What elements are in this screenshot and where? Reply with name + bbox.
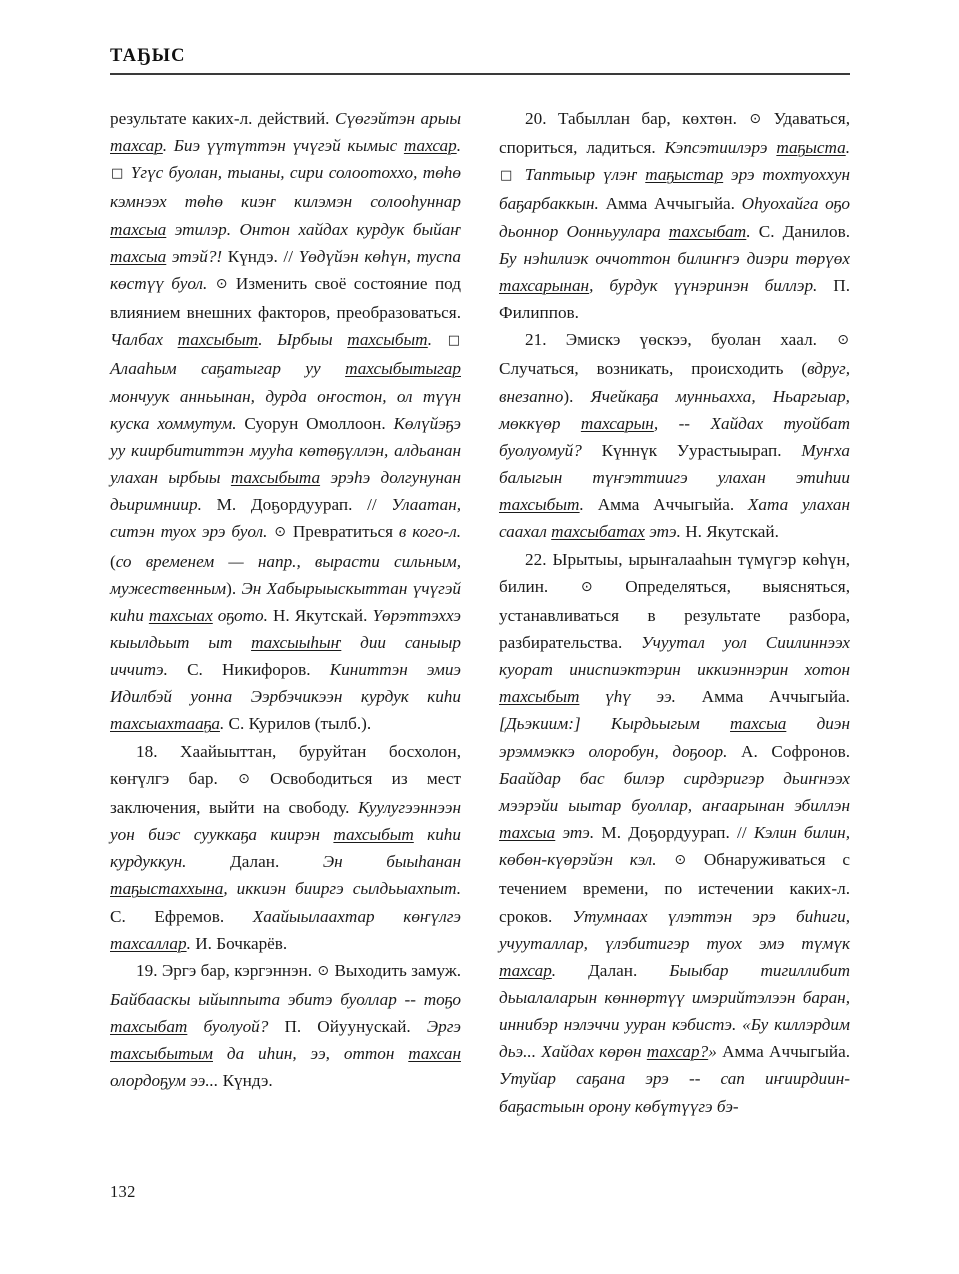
- text-run: Бу нэһилиэк оччоттон билиҥҥэ диэри төрүөх: [499, 248, 850, 268]
- running-head-rule: [110, 73, 850, 75]
- text-run: результате каких-л. действий.: [110, 109, 335, 128]
- text-run: [Дьэкиим:] Кырдьыгым: [499, 714, 731, 734]
- text-run: Н. Якутскай.: [685, 522, 779, 542]
- text-run: 22. Ырытыы, ырыҥалааһын түмүгэр көһүн, билин.: [499, 549, 850, 596]
- text-run: Муҥха балыгын түҥэттиигэ улахан этиһии: [499, 440, 850, 488]
- text-run: Определяться, выясняться, устанавливаться в результате разбора, разбирательства.: [499, 576, 850, 652]
- text-run: С. Данилов.: [758, 221, 851, 241]
- sense-paragraph: [499, 326, 850, 545]
- text-run: .: [427, 330, 447, 350]
- text-run: этилэр. Онтон хайдах курдук быйаҥ: [166, 219, 461, 239]
- headword-form: тахсарын: [580, 413, 654, 433]
- text-run: Амма Аччыгыйа.: [597, 495, 748, 515]
- text-run: Учуутал уол Сиилиннээх куорат иниспиэктэрин иккиэннэрин хотон: [499, 632, 850, 680]
- text-run: со временем — напр., вырасти сильным, мужественным: [110, 551, 461, 598]
- text-run: . Биэ үүтүттэн үчүгэй кымыс: [162, 136, 404, 156]
- text-run: Үөрэттэххэ кыылдьыт ыт: [110, 605, 462, 652]
- text-run: Случаться, возникать, происходить (: [499, 359, 808, 379]
- headword-form: тахсыа: [110, 246, 167, 266]
- headword-form: тахсыбыт: [499, 495, 580, 515]
- text-run: Оһуохайга оҕо дьоннор Оонньуулара: [499, 194, 850, 241]
- text-run: .: [746, 221, 759, 241]
- left-column: [110, 105, 461, 1165]
- example-marker-icon: □: [111, 166, 125, 182]
- text-run: Күннүк Уурастыырап.: [601, 440, 802, 460]
- text-run: Байбааскы ыйыппыта эбитэ буоллар -- тоҕо: [110, 990, 461, 1009]
- text-run: 19. Эргэ бар, кэргэннэн.: [136, 960, 317, 980]
- headword-form: тахсыа: [110, 219, 167, 239]
- text-run: 21. Эмискэ үөскээ, буолан хаал.: [525, 330, 837, 350]
- text-run: Выходить замуж.: [330, 960, 461, 980]
- text-run: .: [845, 138, 850, 158]
- text-run: Чалбах: [110, 330, 178, 350]
- text-run: И. Бочкарёв.: [195, 933, 288, 953]
- running-head-title: ТАҔЫС: [110, 46, 186, 66]
- text-run: , -- Хайдах туойбат буолуомуй?: [499, 413, 850, 460]
- headword-form: тахсыбытым: [110, 1044, 213, 1064]
- text-run: П. Ойуунускай.: [284, 1017, 427, 1037]
- text-run: Хаайыылаахтар көҥүлгэ: [252, 906, 461, 926]
- headword-form: тахсыбытыгар: [345, 359, 461, 379]
- headword-form: тахсыбыт: [347, 330, 428, 350]
- text-run: эрэһэ долгунунан дьиримниир.: [110, 468, 461, 515]
- text-run: Күндэ. //: [227, 246, 299, 266]
- text-run: киһи курдуккун.: [110, 825, 461, 872]
- headword-form: тахсарынан: [499, 275, 590, 295]
- text-run: Улаатан, ситэн туох эрэ буол.: [110, 495, 462, 542]
- text-run: Ячейкаҕа мунньахха, Ньаргыар, мөккүөр: [499, 386, 850, 433]
- text-run: үһү ээ.: [579, 687, 702, 707]
- text-run: вдруг, внезапно: [499, 359, 850, 406]
- headword-form: тахсан: [408, 1044, 461, 1064]
- text-run: Обнаруживаться с течением времени, по истечении каких-л. сроков.: [499, 850, 850, 926]
- headword-form: таҕыстар: [645, 165, 724, 185]
- text-run: М. Доҕордуурап. //: [216, 495, 392, 515]
- text-run: .: [456, 136, 461, 156]
- text-run: »: [708, 1042, 723, 1062]
- sense-marker-icon: ⊙: [749, 111, 762, 127]
- text-run: мончуук анньынан, дурда оҥостон, ол түүн куска хоммутум.: [110, 386, 461, 433]
- headword-form: тахсыыһыҥ: [251, 632, 342, 652]
- text-run: Далан.: [588, 960, 670, 980]
- text-run: Таптыыр үлэҥ: [516, 165, 646, 185]
- text-run: Куулугээннээн уон биэс сууккаҕа киирэн: [110, 797, 461, 845]
- text-run: этэ.: [644, 522, 686, 542]
- text-run: Сүөгэйтэн арыы: [334, 109, 461, 128]
- text-run: этэй?!: [166, 246, 228, 266]
- text-run: Удаваться, спориться, ладиться.: [499, 109, 850, 158]
- headword-form: тахсар?: [646, 1042, 709, 1062]
- text-run: Утумнаах үлэттэн эрэ биһиги, учууталлар, үлэбитигэр туох эмэ түмүк: [499, 906, 850, 953]
- text-run: Алааһым саҕатыгар уу: [110, 359, 346, 379]
- example-marker-icon: □: [500, 168, 516, 184]
- text-run: ).: [563, 386, 591, 406]
- headword-form: тахсыа: [730, 714, 787, 734]
- text-run: А. Софронов.: [741, 741, 850, 761]
- text-run: буолуой?: [187, 1017, 285, 1037]
- text-run: Утуйар саҕана эрэ -- сап иҥиирдиин-баҕастыын орону көбүтүүгэ бэ-: [499, 1069, 850, 1116]
- text-run: Эн быыһанан: [322, 852, 461, 872]
- text-run: М. Доҕордуурап. //: [601, 823, 754, 843]
- headword-form: тахсар: [499, 960, 552, 980]
- sense-marker-icon: ⊙: [317, 962, 330, 979]
- text-run: Эн Хабырыыскыттан үчүгэй киһи: [110, 578, 461, 625]
- headword-form: тахсыбат: [668, 221, 747, 241]
- text-run: Эргэ: [426, 1017, 461, 1037]
- continuation-paragraph: [110, 105, 461, 738]
- text-run: , бурдук үүнэринэн биллэр.: [589, 275, 834, 295]
- text-run: Быыбар тигиллибит дьыалаларын көннөртүү имэрийтэлээн баран, иннибэр нэлэччи ууран кэбистэ. «Бу киллэрдим дьэ... Хайдах көрөн: [499, 960, 850, 1062]
- text-run: П. Филиппов.: [499, 275, 850, 323]
- text-run: .: [186, 933, 196, 953]
- text-run: С. Ефремов.: [110, 906, 253, 926]
- text-run: Хата улахан саахал: [499, 495, 851, 542]
- text-run: диэн эрэммэккэ олоробун, доҕоор.: [499, 714, 850, 761]
- headword-form: таҕыстаххына: [110, 879, 224, 899]
- page-number: 132: [110, 1182, 136, 1201]
- text-run: .: [219, 714, 229, 734]
- sense-paragraph: [499, 105, 850, 326]
- text-run: оҕото.: [212, 605, 273, 625]
- text-run: Амма Аччыгыйа.: [701, 687, 850, 707]
- text-run: Киниттэн эмиэ Идилбэй уонна Ээрбэчикээн курдук киһи: [110, 660, 461, 707]
- text-run: Н. Якутскай.: [272, 605, 373, 625]
- text-run: этэ.: [555, 823, 602, 843]
- text-run: 20. Табыллан бар, көхтөн.: [525, 109, 749, 128]
- text-run: Изменить своё состояние под влиянием внешних факторов, преобразоваться.: [110, 273, 461, 323]
- text-run: Амма Аччыгыйа.: [605, 194, 742, 214]
- sense-paragraph: [499, 546, 850, 1120]
- headword-form: тахсыбыт: [499, 687, 580, 707]
- text-run: дии саныыр иччитэ.: [110, 632, 462, 680]
- headword-form: тахсыбыт: [177, 330, 259, 350]
- headword-form: тахсыахтааҕа: [110, 714, 220, 734]
- text-run: Кэпсэтиилэрэ: [664, 138, 777, 158]
- text-run: Превратиться: [286, 522, 399, 542]
- text-run: Күндэ.: [222, 1071, 273, 1091]
- headword-form: тахсаллар: [110, 933, 187, 953]
- headword-form: тахсыбат: [110, 1017, 188, 1037]
- text-run: Баайдар бас билэр сирдэригэр дьиҥнээх мээрэйи ыытар буоллар, аҥаарынан эбиллэн: [499, 768, 850, 815]
- text-run: Кэлин билин, көбөн-күөрэйэн кэл.: [499, 823, 851, 870]
- headword-form: тахсыах: [148, 605, 213, 625]
- example-marker-icon: □: [447, 333, 460, 349]
- headword-form: таҕыста: [776, 138, 846, 158]
- text-run: в кого-л.: [398, 522, 461, 542]
- headword-form: тахсыа: [499, 823, 556, 843]
- text-run: олордоҕум ээ...: [110, 1071, 223, 1091]
- running-head: [110, 46, 850, 75]
- text-run: .: [579, 495, 598, 515]
- body-columns: [110, 105, 850, 1165]
- text-run: Далан.: [230, 852, 323, 872]
- headword-form: тахсыбатах: [551, 522, 645, 542]
- text-run: да иһин, ээ, оттон: [213, 1044, 409, 1064]
- text-run: Үгүс буолан, тыаны, сири солоотоххо, төһө кэмнээх төһө киэҥ килэмэн солооһуннар: [110, 163, 461, 212]
- text-run: Суорун Омоллоон.: [244, 413, 394, 433]
- text-run: С. Курилов (тылб.).: [228, 714, 372, 734]
- sense-marker-icon: ⊙: [837, 332, 849, 349]
- text-run: С. Никифоров.: [187, 660, 330, 680]
- text-run: 18. Хаайыыттан, буруйтан босхолон, көҥүлгэ бар.: [110, 741, 461, 788]
- text-run: Амма Аччыгыйа.: [722, 1042, 851, 1062]
- sense-marker-icon: ⊙: [674, 852, 687, 869]
- text-run: . Ырбыы: [258, 330, 348, 350]
- sense-paragraph: [110, 738, 461, 957]
- text-run: .: [551, 960, 589, 980]
- sense-marker-icon: ⊙: [274, 524, 286, 541]
- text-run: , иккиэн бииргэ сылдьыахпыт.: [223, 879, 461, 899]
- text-run: Көлүйэҕэ уу киирбититтэн мууһа көтөҕүллэн, алдьанан улахан ырбыы: [110, 413, 461, 488]
- sense-paragraph: [110, 957, 461, 1095]
- text-run: ).: [226, 578, 242, 598]
- headword-form: тахсар: [110, 136, 163, 156]
- headword-form: тахсыбыта: [230, 468, 321, 488]
- headword-form: тахсар: [403, 136, 457, 156]
- text-run: эрэ тохтуоххун баҕарбаккын.: [499, 165, 850, 214]
- sense-marker-icon: ⊙: [215, 275, 228, 292]
- text-run: Үөдүйэн көһүн, туспа көстүү буол.: [110, 246, 461, 293]
- text-run: (: [110, 551, 116, 571]
- headword-form: тахсыбыт: [333, 825, 414, 845]
- sense-marker-icon: ⊙: [238, 770, 250, 787]
- sense-marker-icon: ⊙: [580, 578, 593, 595]
- right-column: [499, 105, 850, 1165]
- text-run: Освободиться из мест заключения, выйти на свободу.: [110, 768, 462, 817]
